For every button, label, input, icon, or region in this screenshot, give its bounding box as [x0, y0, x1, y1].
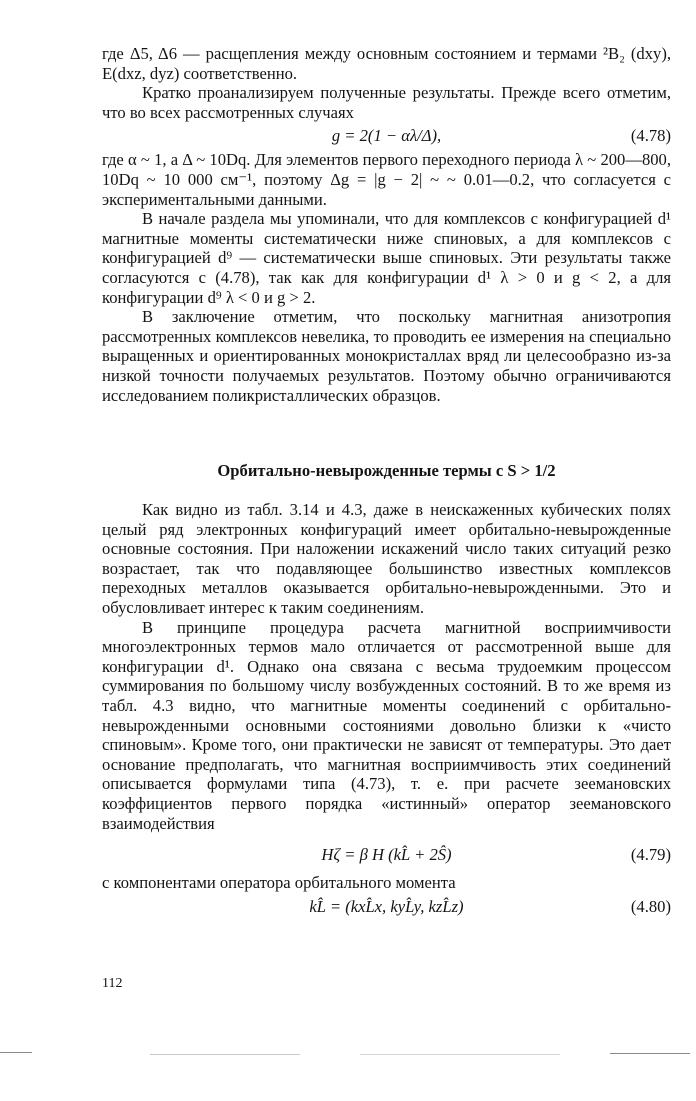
paragraph-estimates: где α ~ 1, а Δ ~ 10Dq. Для элементов первого переходного периода λ ~ 200—800, 10Dq ~ 10 000 см⁻¹, поэтому Δg = |g − 2| ~ ~ 0.01—0.2, что согласуется с экспериментальными данными. — [102, 150, 671, 209]
section-heading: Орбитально-невырожденные термы с S > 1/2 — [217, 461, 556, 480]
scan-edge-line — [150, 1054, 300, 1055]
equation-4-78 — [102, 122, 671, 150]
equation-4-78-number: (4.78) — [630, 126, 671, 146]
section-heading-wrap — [102, 461, 671, 481]
paragraph-conclusion: В заключение отметим, что поскольку магнитная анизотропия рассмотренных комплексов невелика, то проводить ее измерения на специально выращенных и ориентированных монокристаллах вряд ли целесообразно из-за низкой точности получаемых результатов. Поэтому обычно ограничиваются исследованием поликристаллических образцов. — [102, 307, 671, 405]
text-column-lower — [102, 500, 671, 921]
paragraph-nondegenerate: Как видно из табл. 3.14 и 4.3, даже в неискаженных кубических полях целый ряд электронных конфигураций имеет орбитально-невырожденные основные состояния. При наложении искажений число таких ситуаций резко возрастает, так что подавляющее большинство известных комплексов переходных металлов оказывается орбитально-невырожденными. Это и обусловливает интерес к таким соединениям. — [102, 500, 671, 617]
paragraph-procedure: В принципе процедура расчета магнитной восприимчивости многоэлектронных термов мало отличается от рассмотренной выше для конфигурации d¹. Однако она связана с весьма трудоемким процессом суммирования по большому числу возбужденных состояний. В то же время из табл. 4.3 видно, что магнитные моменты соединений с орбитально-невырожденными основными состояниями довольно близки к «чисто спиновым». Кроме того, они практически не зависят от температуры. Это дает основание предполагать, что магнитная восприимчивость этих соединений описывается формулами типа (4.73), т. е. при расчете зеемановских коэффициентов первого порядка «истинный» оператор зеемановского взаимодействия — [102, 617, 671, 833]
paragraph-analysis-intro: Кратко проанализируем полученные результаты. Прежде всего отметим, что во всех рассмотренных случаях — [102, 83, 671, 122]
equation-4-80 — [102, 893, 671, 921]
equation-4-79 — [102, 841, 671, 869]
paragraph-configurations: В начале раздела мы упоминали, что для комплексов с конфигурацией d¹ магнитные моменты систематически ниже спиновых, а для комплексов с конфигурацией d⁹ — систематически выше спиновых. Эти результаты также согласуются с (4.78), так как для конфигурации d¹ λ > 0 и g < 2, а для конфигурации d⁹ λ < 0 и g > 2. — [102, 209, 671, 307]
page-number: 112 — [102, 976, 123, 991]
paragraph-orbital-operator: с компонентами оператора орбитального момента — [102, 873, 456, 893]
equation-4-79-number: (4.79) — [630, 845, 671, 865]
equation-4-79-formula: Hζ = β H (kL̂ + 2Ŝ) — [321, 845, 452, 865]
scan-edge-line — [610, 1053, 690, 1054]
scan-edge-line — [360, 1054, 560, 1055]
equation-4-80-formula: kL̂ = (kxL̂x, kyL̂y, kzL̂z) — [309, 896, 464, 916]
scan-edge-line — [0, 1052, 32, 1053]
paragraph-definitions: где Δ5, Δ6 — расщепления между основным состоянием и термами ²B₂ (dxy), E(dxz, dyz) соответственно. — [102, 44, 671, 83]
equation-4-78-formula: g = 2(1 − αλ/Δ), — [331, 126, 442, 146]
equation-4-80-number: (4.80) — [630, 896, 671, 916]
text-column — [102, 44, 671, 405]
